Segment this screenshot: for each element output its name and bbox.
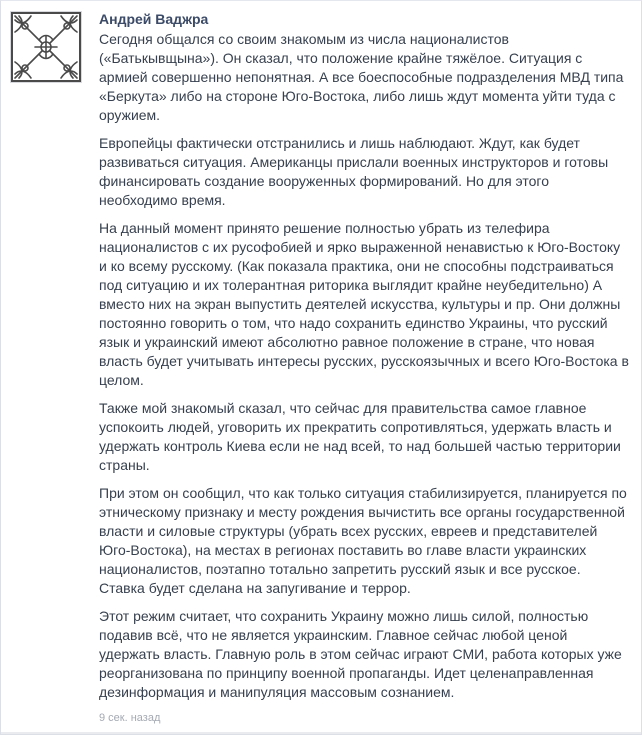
post-body [99,9,629,725]
post-timestamp[interactable]: 9 сек. назад [99,712,161,724]
post-paragraph: Сегодня общался со своим знакомым из числа националистов («Батькывщына»). Он сказал, что положение крайне тяжёлое. Ситуация с армией совершенно непонятная. А все боеспособные подразделения МВД типа «Беркута» либо на стороне Юго-Востока, либо лишь ждут момента уйти туда с оружием. [99,31,624,123]
divider [1,732,641,734]
post-paragraph: На данный момент принято решение полностью убрать из телефира националистов с их русофобией и ярко выраженной ненавистью к Юго-Востоку и ко всему русскому. (Как показала практика, они не способны подстраиваться под ситуацию и их толерантная риторика выглядит крайне неубедительно) А вместо них на экран выпустить деятелей искусства, культуры и пр. Они должны постоянно говорить о том, что надо сохранить единство Украины, что русский язык и украинский имеют абсолютно равное положение в стране, что новая власть будет учитывать интересы русских, русскоязычных и всего Юго-Востока в целом. [99,220,629,388]
avatar[interactable] [10,11,82,83]
ornament-pattern-icon [11,12,81,82]
post-paragraph: Также мой знакомый сказал, что сейчас для правительства самое главное успокоить людей, уговорить их прекратить сопротивляться, удержать власть и удержать контроль Киева если не над всей, то над большей частью территории страны. [99,400,621,473]
post-paragraph: Этот режим считает, что сохранить Украину можно лишь силой, полностью подавив всё, что не является украинским. Главное сейчас любой ценой удержать власть. Главную роль в этом сейчас играют СМИ, работа которых уже реорганизована по принципу военной пропаганды. Идет целенаправленная дезинформация и манипуляция массовым сознанием. [99,608,622,700]
author-name[interactable]: Андрей Ваджра [99,11,209,27]
post-paragraph: Европейцы фактически отстранились и лишь наблюдают. Ждут, как будет развиваться ситуация. Американцы прислали военных инструкторов и готовы финансировать создание вооруженных формирований. Но для этого необходимо время. [99,135,609,208]
post-paragraph: При этом он сообщил, что как только ситуация стабилизируется, планируется по этническому признаку и месту рождения вычистить все органы государственной власти и силовые структуры (убрать всех русских, евреев и представителей Юго-Востока), на местах в регионах поставить во главе власти украинских националистов, поэтапно тотально запретить русский язык и все русское. Ставка будет сделана на запугивание и террор. [99,485,627,596]
